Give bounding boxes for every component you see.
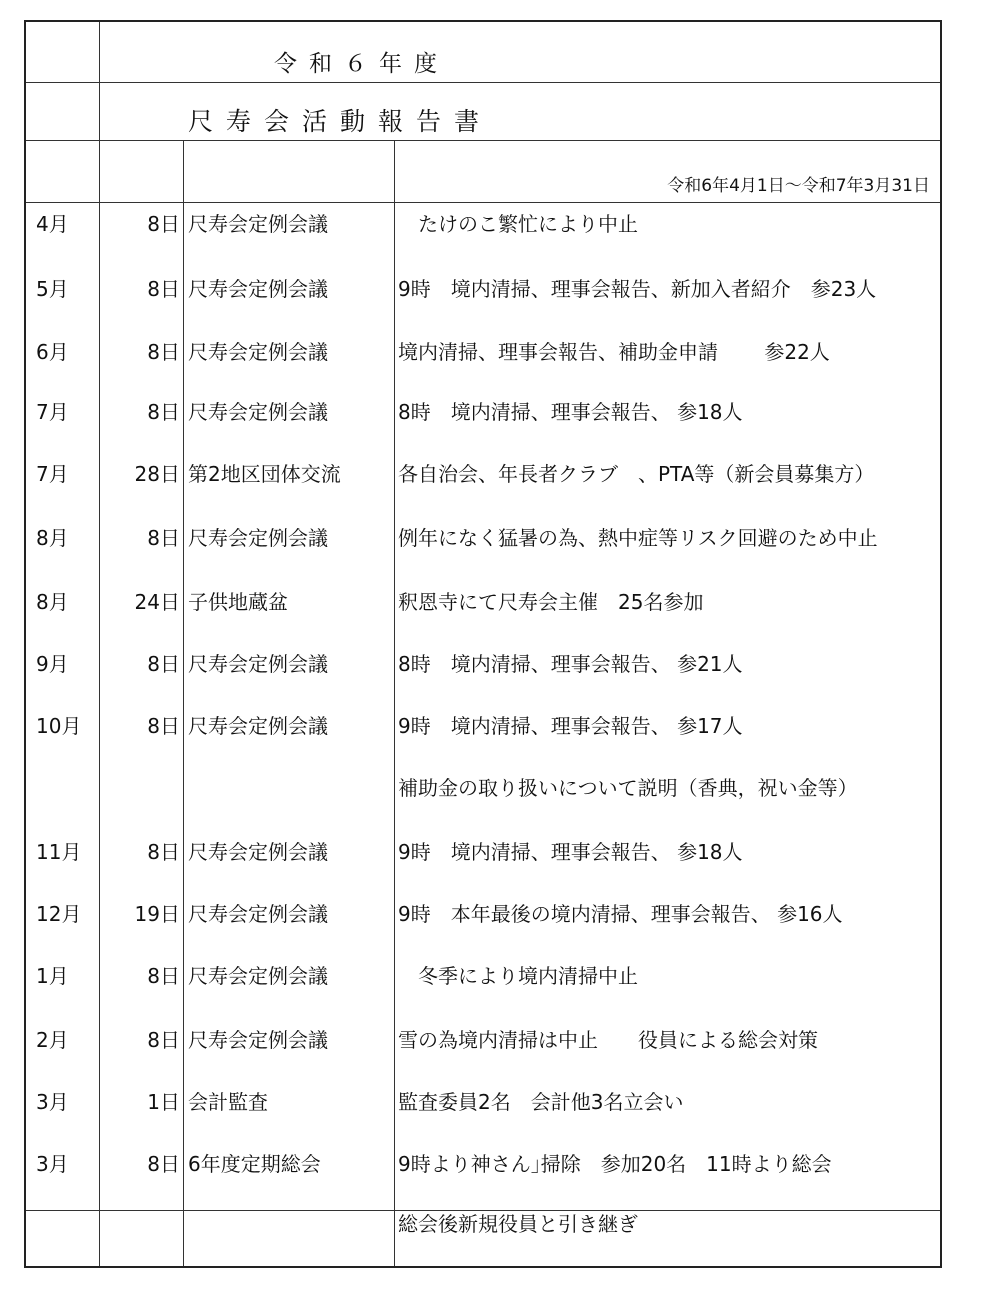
row-event: 尺寿会定例会議 [188, 277, 328, 301]
row-event: 尺寿会定例会議 [188, 652, 328, 676]
row-event: 尺寿会定例会議 [188, 1028, 328, 1052]
row-event: 尺寿会定例会議 [188, 840, 328, 864]
row-day: 8日 [147, 400, 180, 424]
row-day: 1日 [147, 1090, 180, 1114]
row-month: 2月 [36, 1028, 69, 1052]
row-detail: 補助金の取り扱いについて説明（香典，祝い金等） [398, 776, 858, 800]
year-title: 令和６年度 [274, 51, 449, 77]
row-divider [26, 140, 940, 141]
row-month: 7月 [36, 462, 69, 486]
row-divider [26, 1210, 940, 1211]
row-detail: 境内清掃、理事会報告、補助金申請 参22人 [398, 340, 830, 364]
row-event: 尺寿会定例会議 [188, 400, 328, 424]
report-period: 令和6年4月1日～令和7年3月31日 [667, 176, 930, 196]
row-day: 19日 [134, 902, 180, 926]
row-detail: 9時 境内清掃、理事会報告、 参17人 [398, 714, 743, 738]
row-detail: 雪の為境内清掃は中止 役員による総会対策 [398, 1028, 818, 1052]
row-event: 子供地蔵盆 [188, 590, 288, 614]
row-detail: 9時 境内清掃、理事会報告、新加入者紹介 参23人 [398, 277, 877, 301]
row-event: 尺寿会定例会議 [188, 902, 328, 926]
row-detail: 例年になく猛暑の為、熱中症等リスク回避のため中止 [398, 526, 878, 550]
row-day: 8日 [147, 526, 180, 550]
row-day: 8日 [147, 1028, 180, 1052]
row-detail: 冬季により境内清掃中止 [398, 964, 638, 988]
row-day: 8日 [147, 652, 180, 676]
row-month: 1月 [36, 964, 69, 988]
row-month: 8月 [36, 590, 69, 614]
row-day: 8日 [147, 1152, 180, 1176]
row-day: 8日 [147, 840, 180, 864]
row-month: 7月 [36, 400, 69, 424]
row-event: 会計監査 [188, 1090, 268, 1114]
row-month: 3月 [36, 1090, 69, 1114]
report-document [24, 20, 942, 1268]
row-month: 4月 [36, 212, 69, 236]
row-event: 尺寿会定例会議 [188, 340, 328, 364]
row-detail: たけのこ繁忙により中止 [398, 212, 638, 236]
row-day: 8日 [147, 340, 180, 364]
row-month: 6月 [36, 340, 69, 364]
row-month: 9月 [36, 652, 69, 676]
column-divider-day [183, 140, 184, 1266]
row-detail: 8時 境内清掃、理事会報告、 参21人 [398, 652, 743, 676]
row-divider [26, 202, 940, 203]
row-month: 12月 [36, 902, 82, 926]
row-event: 尺寿会定例会議 [188, 714, 328, 738]
row-day: 24日 [134, 590, 180, 614]
row-day: 8日 [147, 964, 180, 988]
row-day: 8日 [147, 714, 180, 738]
row-month: 3月 [36, 1152, 69, 1176]
report-title: 尺寿会活動報告書 [188, 107, 493, 136]
row-month: 5月 [36, 277, 69, 301]
row-divider [26, 82, 940, 83]
row-day: 8日 [147, 277, 180, 301]
row-detail: 監査委員2名 会計他3名立会い [398, 1090, 684, 1114]
row-detail: 各自治会、年長者クラブ 、PTA等（新会員募集方） [398, 462, 875, 486]
row-day: 8日 [147, 212, 180, 236]
row-event: 尺寿会定例会議 [188, 212, 328, 236]
row-month: 11月 [36, 840, 82, 864]
row-detail: 9時より神さん｣掃除 参加20名 11時より総会 [398, 1152, 832, 1176]
column-divider-event [394, 140, 395, 1266]
row-detail: 9時 本年最後の境内清掃、理事会報告、 参16人 [398, 902, 843, 926]
row-detail: 釈恩寺にて尺寿会主催 25名参加 [398, 590, 704, 614]
row-event: 6年度定期総会 [188, 1152, 321, 1176]
row-event: 尺寿会定例会議 [188, 964, 328, 988]
row-event: 第2地区団体交流 [188, 462, 341, 486]
row-day: 28日 [134, 462, 180, 486]
row-detail: 9時 境内清掃、理事会報告、 参18人 [398, 840, 743, 864]
row-event: 尺寿会定例会議 [188, 526, 328, 550]
column-divider-month [99, 22, 100, 1266]
row-month: 8月 [36, 526, 69, 550]
row-month: 10月 [36, 714, 82, 738]
row-detail: 総会後新規役員と引き継ぎ [398, 1212, 638, 1236]
row-detail: 8時 境内清掃、理事会報告、 参18人 [398, 400, 743, 424]
